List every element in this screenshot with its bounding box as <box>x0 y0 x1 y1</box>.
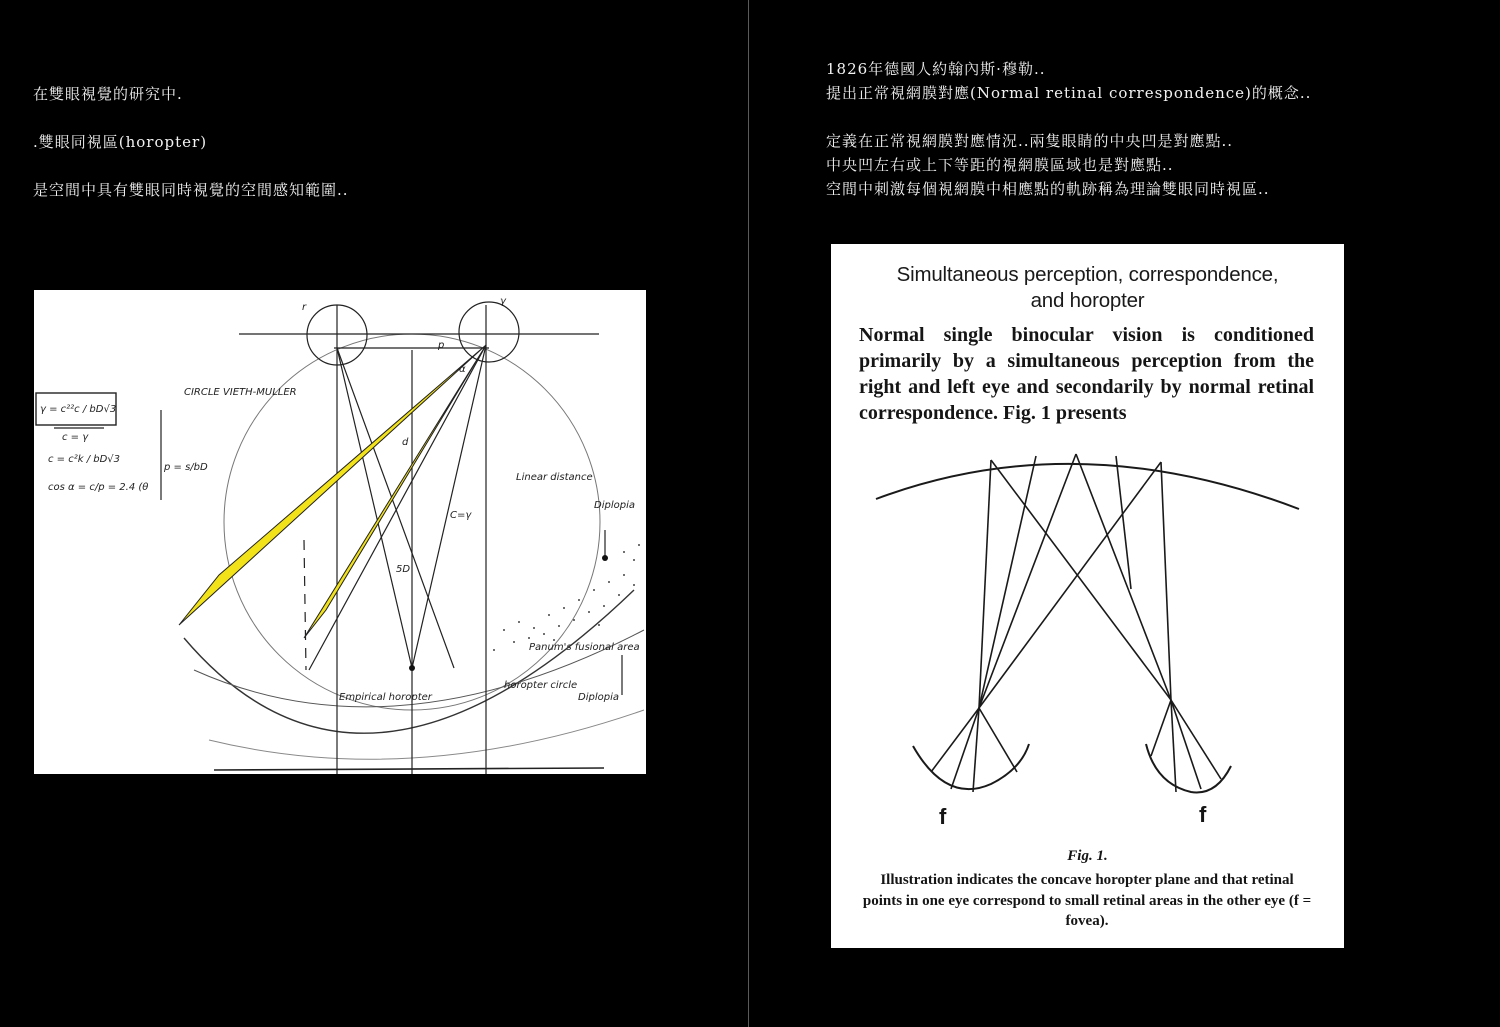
left-retina <box>913 744 1029 789</box>
left-page-text <box>33 82 713 202</box>
diplopia-point <box>602 555 608 561</box>
dashed-vertical <box>304 540 306 670</box>
label-p: p <box>438 340 445 351</box>
label-zone: Panum's fusional area <box>529 642 640 653</box>
horopter-sketch-drawing <box>34 290 646 774</box>
paper-title-line-2: and horopter <box>1030 289 1145 312</box>
fovea-label-right: f <box>1199 802 1207 827</box>
right-eye-circle <box>459 302 519 362</box>
left-line-2: .雙眼同視區(horopter) <box>33 133 208 151</box>
right-line-5: 空間中刺激每個視網膜中相應點的軌跡稱為理論雙眼同時視區.. <box>826 180 1270 198</box>
paper-excerpt <box>831 244 1344 948</box>
label-theoretical: horopter circle <box>504 680 578 691</box>
formula-c: c = c²k / bD√3 <box>48 454 121 465</box>
label-diplopia-bottom: Diplopia <box>578 692 619 703</box>
left-line-1: 在雙眼視覺的研究中. <box>33 85 183 103</box>
right-page-text <box>826 57 1466 201</box>
horopter-arc <box>876 464 1299 509</box>
paper-body: Normal single binocular vision is conditioned primarily by a simultaneous perception from the right and left eye and secondarily by normal retinal correspondence. Fig. 1 presents <box>859 324 1314 424</box>
projection-lines <box>931 454 1221 792</box>
label-circle: CIRCLE VIETH-MULLER <box>184 387 297 398</box>
right-fixation-line <box>412 345 486 668</box>
horopter-sketch <box>34 290 646 774</box>
fovea-label-left: f <box>939 804 947 829</box>
horopter-figure <box>831 444 1344 844</box>
right-line-3: 定義在正常視網膜對應情況..兩隻眼睛的中央凹是對應點.. <box>826 132 1234 150</box>
formula-p: p = s/bD <box>164 462 208 473</box>
right-to-left-line <box>309 345 486 670</box>
label-c: C=γ <box>450 510 472 521</box>
lower-horopter-arc <box>184 590 634 733</box>
bottom-horopter-arc <box>209 710 644 759</box>
label-r: r <box>302 302 307 313</box>
formula-c-eq: c = γ <box>62 432 89 443</box>
right-line-4: 中央凹左右或上下等距的視網膜區域也是對應點.. <box>826 156 1174 174</box>
label-d: d <box>402 437 409 448</box>
label-y: γ <box>500 296 506 307</box>
figure-caption: Illustration indicates the concave horopter plane and that retinal points in one eye correspond to small retinal areas in the other eye (f = fovea). <box>862 872 1312 929</box>
fixation-point <box>409 665 415 671</box>
paper-title <box>831 262 1344 314</box>
fusional-area-speckles <box>493 544 640 651</box>
label-diplopia-top: Diplopia <box>594 500 635 511</box>
formula-top: γ = c²²c / bD√3 <box>40 404 117 415</box>
label-alpha: α <box>459 364 466 375</box>
label-linear: Linear distance <box>516 472 593 483</box>
left-fixation-line <box>337 348 412 668</box>
label-empirical: Empirical horopter <box>339 692 432 703</box>
paper-title-line-1: Simultaneous perception, correspondence, <box>896 263 1279 286</box>
right-line-2: 提出正常視網膜對應(Normal retinal correspondence)的概念.. <box>826 84 1312 102</box>
figure-label: Fig. 1. <box>1067 848 1108 864</box>
formula-cos: cos α = c/p = 2.4 (θ <box>48 482 149 493</box>
left-cross-line <box>337 348 454 668</box>
page-divider <box>748 0 749 1027</box>
right-line-1: 1826年德國人約翰內斯·穆勒.. <box>826 60 1046 78</box>
label-angle: 5D <box>396 564 411 575</box>
left-line-3: 是空間中具有雙眼同時視覺的空間感知範圍.. <box>33 181 349 199</box>
bottom-baseline <box>214 768 604 770</box>
